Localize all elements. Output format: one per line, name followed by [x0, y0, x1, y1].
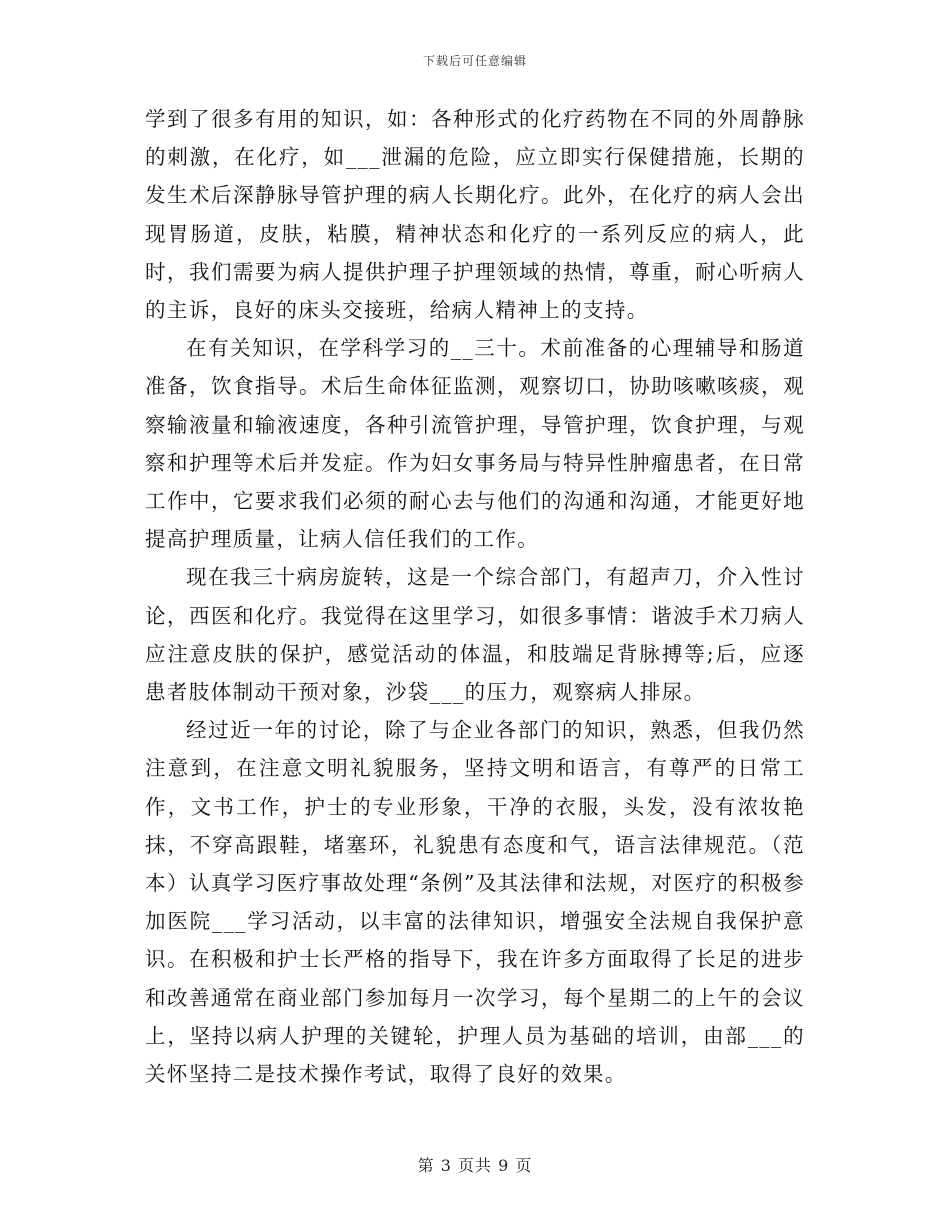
paragraph-4: 经过近一年的讨论，除了与企业各部门的知识，熟悉，但我仍然注意到，在注意文明礼貌服务，坚持文明和语言，有尊严的日常工作，文书工作，护士的专业形象，干净的衣服，头发，没有浓妆艳抹，不穿高跟鞋，堵塞环，礼貌患有态度和气，语言法律规范。（范本）认真学习医疗事故处理“条例”及其法律和法规，对医疗的积极参加医院___学习活动，以丰富的法律知识，增强安全法规自我保护意识。在积极和护士长严格的指导下，我在许多方面取得了长足的进步和改善通常在商业部门参加每月一次学习，每个星期二的上午的会议上，坚持以病人护理的关键轮，护理人员为基础的培训，由部___的关怀坚持二是技术操作考试，取得了良好的效果。	[145, 718, 805, 1087]
page-header: 下载后可任意编辑	[422, 54, 527, 68]
document-body	[145, 100, 805, 1093]
paragraph-3: 现在我三十病房旋转，这是一个综合部门，有超声刀，介入性讨论，西医和化疗。我觉得在这里学习，如很多事情：谐波手术刀病人应注意皮肤的保护，感觉活动的体温，和肢端足背脉搏等;后，应逐患者肢体制动干预对象，沙袋___的压力，观察病人排尿。	[145, 565, 805, 705]
page-number-footer: 第 3 页共 9 页	[417, 1156, 533, 1175]
paragraph-2: 在有关知识，在学科学习的__三十。术前准备的心理辅导和肠道准备，饮食指导。术后生命体征监测，观察切口，协助咳嗽咳痰，观察输液量和输液速度，各种引流管护理，导管护理，饮食护理，与观察和护理等术后并发症。作为妇女事务局与特异性肿瘤患者，在日常工作中，它要求我们必须的耐心去与他们的沟通和沟通，才能更好地提高护理质量，让病人信任我们的工作。	[145, 336, 805, 552]
paragraph-1: 学到了很多有用的知识，如：各种形式的化疗药物在不同的外周静脉的刺激，在化疗，如___泄漏的危险，应立即实行保健措施，长期的发生术后深静脉导管护理的病人长期化疗。此外，在化疗的病人会出现胃肠道，皮肤，粘膜，精神状态和化疗的一系列反应的病人，此时，我们需要为病人提供护理子护理领域的热情，尊重，耐心听病人的主诉，良好的床头交接班，给病人精神上的支持。	[145, 107, 805, 323]
